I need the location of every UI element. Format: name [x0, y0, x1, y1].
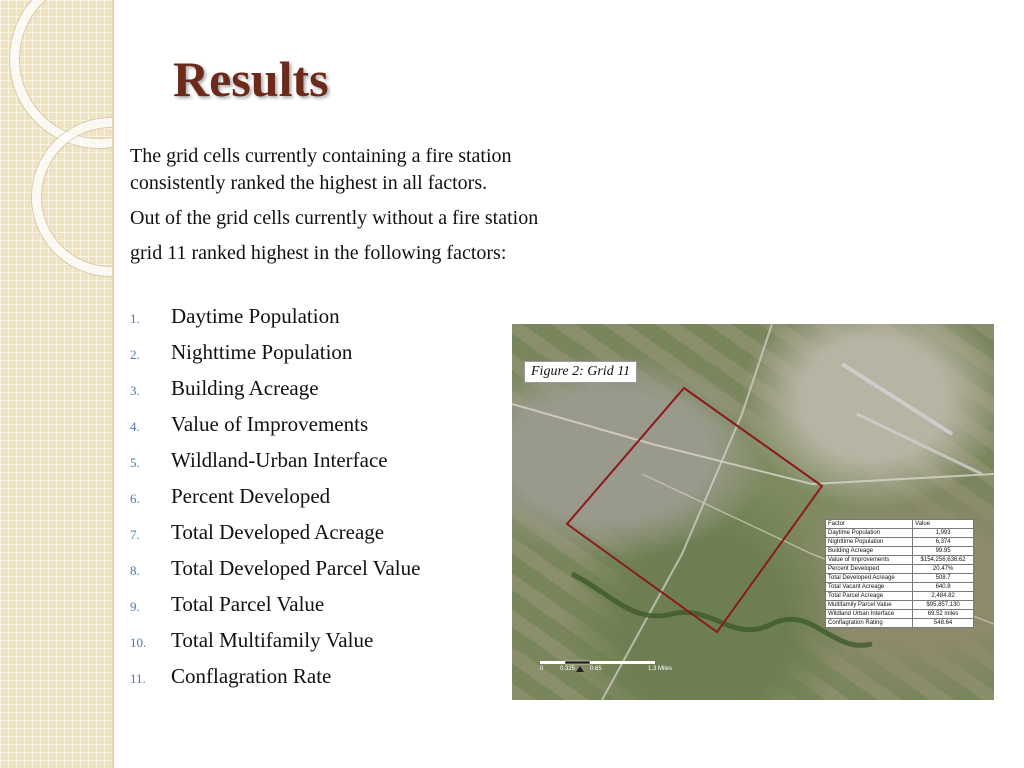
table-cell: Building Acreage: [826, 547, 913, 556]
table-cell: Total Parcel Acreage: [826, 592, 913, 601]
table-cell: Total Vacant Acreage: [826, 583, 913, 592]
decorative-ring: [32, 118, 114, 276]
list-item: [130, 412, 420, 448]
list-item: [130, 664, 420, 700]
paragraph: The grid cells currently containing a fire station consistently ranked the highest in all factors.: [130, 145, 512, 194]
table-cell: 640.8: [913, 583, 974, 592]
table-cell: 69.52 miles: [913, 610, 974, 619]
list-number: 2.: [130, 347, 140, 362]
list-item: [130, 628, 420, 664]
table-cell: 508.7: [913, 574, 974, 583]
table-cell: Total Developed Acreage: [826, 574, 913, 583]
table-cell: 1,993: [913, 529, 974, 538]
list-item: [130, 340, 420, 376]
scale-label: 0.325: [560, 666, 576, 672]
list-item-label: Daytime Population: [171, 304, 340, 328]
table-cell: Value of Improvements: [826, 556, 913, 565]
list-item: [130, 484, 420, 520]
table-row: [826, 619, 974, 628]
table-row: [826, 529, 974, 538]
list-item: [130, 520, 420, 556]
list-item-label: Value of Improvements: [171, 412, 369, 436]
scale-label: 0.65: [590, 666, 602, 672]
body-text: [130, 143, 610, 275]
table-cell: 20.47%: [913, 565, 974, 574]
table-row: [826, 565, 974, 574]
table-row: [826, 538, 974, 547]
table-row: [826, 610, 974, 619]
list-item-label: Total Developed Acreage: [171, 520, 385, 544]
slide-title: Results: [173, 51, 329, 107]
list-item-label: Percent Developed: [171, 484, 331, 508]
scale-label: 1.3 Miles: [648, 666, 673, 672]
table-cell: Daytime Population: [826, 529, 913, 538]
list-number: 6.: [130, 491, 140, 506]
paragraph: grid 11 ranked highest in the following factors:: [130, 242, 507, 264]
table-cell: Percent Developed: [826, 565, 913, 574]
table-cell: $95,857,130: [913, 601, 974, 610]
factor-value-table: [825, 519, 974, 628]
list-number: 7.: [130, 527, 140, 542]
table-cell: 6,374: [913, 538, 974, 547]
list-item-label: Nighttime Population: [171, 340, 353, 364]
table-row: [826, 601, 974, 610]
map-scale-bar: [540, 660, 680, 674]
list-item: [130, 592, 420, 628]
list-item-label: Total Parcel Value: [171, 592, 325, 616]
table-cell: Conflagration Rating: [826, 619, 913, 628]
table-cell: 2,484.82: [913, 592, 974, 601]
figure-label: Figure 2: Grid 11: [524, 361, 637, 383]
list-number: 4.: [130, 419, 140, 434]
factor-list: [130, 304, 420, 700]
table-header: Value: [913, 520, 974, 529]
table-cell: Nighttime Population: [826, 538, 913, 547]
list-number: 3.: [130, 383, 140, 398]
paragraph: Out of the grid cells currently without a fire station: [130, 207, 539, 229]
table-cell: 99.95: [913, 547, 974, 556]
table-row: [826, 547, 974, 556]
list-number: 5.: [130, 455, 140, 470]
table-cell: Multifamily Parcel Value: [826, 601, 913, 610]
list-item: [130, 376, 420, 412]
table-row: [826, 592, 974, 601]
list-item-label: Total Developed Parcel Value: [171, 556, 421, 580]
list-item-label: Conflagration Rate: [171, 664, 332, 688]
list-item: [130, 448, 420, 484]
decorative-side-band: [0, 0, 114, 768]
table-row: [826, 574, 974, 583]
table-cell: Wildland Urban Interface: [826, 610, 913, 619]
satellite-map-image: [512, 324, 994, 700]
table-cell: 548.64: [913, 619, 974, 628]
list-number: 9.: [130, 599, 140, 614]
table-row: [826, 583, 974, 592]
table-row: [826, 556, 974, 565]
list-item-label: Total Multifamily Value: [171, 628, 374, 652]
list-item-label: Building Acreage: [171, 376, 319, 400]
table-header-row: [826, 520, 974, 529]
list-number: 8.: [130, 563, 140, 578]
table-header: Factor: [826, 520, 913, 529]
list-item-label: Wildland-Urban Interface: [171, 448, 388, 472]
list-item: [130, 556, 420, 592]
scale-label: 0: [540, 666, 544, 672]
list-item: [130, 304, 420, 340]
list-number: 10.: [130, 635, 147, 650]
list-number: 11.: [130, 671, 146, 686]
table-cell: $154,256,636.62: [913, 556, 974, 565]
list-number: 1.: [130, 311, 140, 326]
